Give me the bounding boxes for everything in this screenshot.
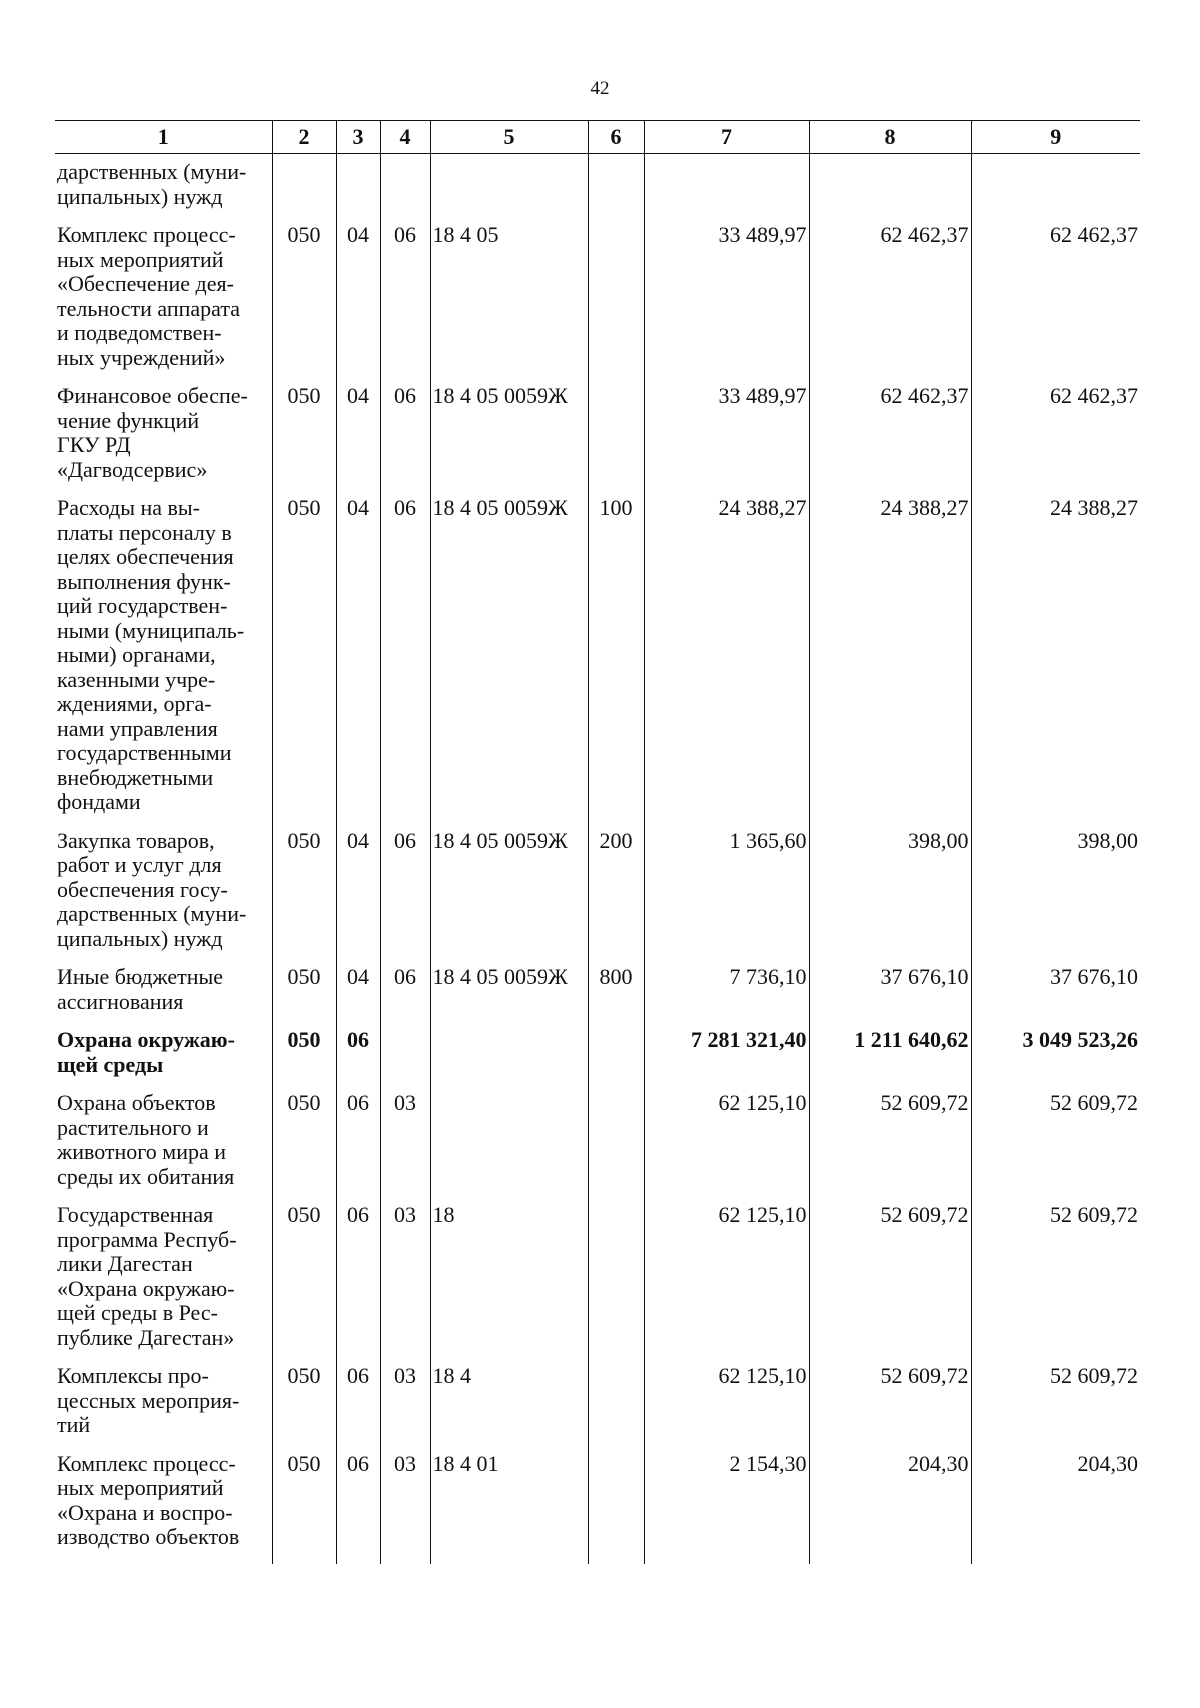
column-header: 8 (809, 121, 971, 154)
table-row (55, 384, 1140, 496)
cell-subsection: 03 (380, 1364, 430, 1452)
table-row (55, 829, 1140, 966)
cell-amount-col7: 62 125,10 (644, 1364, 809, 1452)
cell-subsection: 06 (380, 965, 430, 1028)
cell-section: 06 (336, 1203, 380, 1364)
cell-amount-col8: 24 388,27 (809, 496, 971, 829)
row-description: Государственная программа Респуб- лики Дагестан «Охрана окружаю- щей среды в Рес- публике Дагестан» (55, 1203, 272, 1364)
cell-amount-col9: 24 388,27 (971, 496, 1140, 829)
table-row (55, 1452, 1140, 1564)
cell-amount-col7: 7 736,10 (644, 965, 809, 1028)
cell-section: 04 (336, 384, 380, 496)
row-description: Иные бюджетные ассигнования (55, 965, 272, 1028)
cell-subsection: 03 (380, 1091, 430, 1203)
cell-amount-col9: 52 609,72 (971, 1203, 1140, 1364)
cell-amount-col7: 24 388,27 (644, 496, 809, 829)
column-header: 1 (55, 121, 272, 154)
cell-amount-col9: 62 462,37 (971, 384, 1140, 496)
cell-amount-col7: 33 489,97 (644, 384, 809, 496)
column-header: 6 (588, 121, 644, 154)
cell-amount-col9: 52 609,72 (971, 1091, 1140, 1203)
cell-amount-col8: 62 462,37 (809, 223, 971, 384)
table-row (55, 154, 1140, 224)
row-description: Комплекс процесс- ных мероприятий «Охрана и воспро- изводство объектов (55, 1452, 272, 1564)
cell-amount-col8: 204,30 (809, 1452, 971, 1564)
cell-amount-col9: 37 676,10 (971, 965, 1140, 1028)
cell-subsection (380, 154, 430, 224)
cell-expense-type (588, 1364, 644, 1452)
cell-target-article (430, 1091, 588, 1203)
cell-target-article: 18 4 01 (430, 1452, 588, 1564)
table-row (55, 1091, 1140, 1203)
cell-section: 04 (336, 965, 380, 1028)
row-description: Расходы на вы- платы персоналу в целях обеспечения выполнения функ- ций государствен- ными (муниципаль- ными) органами, казенными учре- ждениями, орга- нами управления государственными внебюджетными фондами (55, 496, 272, 829)
cell-amount-col8: 52 609,72 (809, 1091, 971, 1203)
cell-expense-type (588, 1452, 644, 1564)
table-row (55, 1364, 1140, 1452)
row-description: дарственных (муни- ципальных) нужд (55, 154, 272, 224)
cell-section: 04 (336, 496, 380, 829)
cell-expense-type (588, 1203, 644, 1364)
cell-target-article: 18 4 05 0059Ж (430, 965, 588, 1028)
row-description: Закупка товаров, работ и услуг для обеспечения госу- дарственных (муни- ципальных) нужд (55, 829, 272, 966)
cell-amount-col7: 1 365,60 (644, 829, 809, 966)
cell-expense-type: 100 (588, 496, 644, 829)
cell-section: 04 (336, 829, 380, 966)
cell-amount-col9: 3 049 523,26 (971, 1028, 1140, 1091)
cell-amount-col8: 1 211 640,62 (809, 1028, 971, 1091)
cell-amount-col7: 62 125,10 (644, 1203, 809, 1364)
cell-section: 06 (336, 1452, 380, 1564)
page-number: 42 (590, 78, 610, 99)
cell-amount-col8: 52 609,72 (809, 1364, 971, 1452)
row-description: Комплексы про- цессных мероприя- тий (55, 1364, 272, 1452)
cell-target-article: 18 4 05 0059Ж (430, 829, 588, 966)
column-header: 2 (272, 121, 336, 154)
cell-expense-type: 800 (588, 965, 644, 1028)
row-description: Охрана окружаю- щей среды (55, 1028, 272, 1091)
cell-expense-type (588, 1028, 644, 1091)
cell-section: 04 (336, 223, 380, 384)
cell-expense-type (588, 223, 644, 384)
column-header: 9 (971, 121, 1140, 154)
cell-amount-col9: 398,00 (971, 829, 1140, 966)
cell-subsection (380, 1028, 430, 1091)
table-row (55, 1028, 1140, 1091)
cell-target-article (430, 1028, 588, 1091)
column-header: 7 (644, 121, 809, 154)
row-description: Комплекс процесс- ных мероприятий «Обеспечение дея- тельности аппарата и подведомствен- ных учреждений» (55, 223, 272, 384)
cell-target-article: 18 4 05 0059Ж (430, 384, 588, 496)
budget-table (55, 120, 1140, 1564)
cell-ministry-code (272, 154, 336, 224)
table-row (55, 496, 1140, 829)
cell-amount-col9: 52 609,72 (971, 1364, 1140, 1452)
cell-target-article: 18 4 05 (430, 223, 588, 384)
cell-ministry-code: 050 (272, 496, 336, 829)
cell-ministry-code: 050 (272, 1364, 336, 1452)
column-header: 5 (430, 121, 588, 154)
table-header-row (55, 121, 1140, 154)
cell-section: 06 (336, 1091, 380, 1203)
cell-ministry-code: 050 (272, 965, 336, 1028)
table-row (55, 1203, 1140, 1364)
column-header: 4 (380, 121, 430, 154)
cell-subsection: 06 (380, 223, 430, 384)
cell-section: 06 (336, 1364, 380, 1452)
cell-ministry-code: 050 (272, 384, 336, 496)
cell-amount-col8: 398,00 (809, 829, 971, 966)
cell-amount-col7 (644, 154, 809, 224)
cell-expense-type (588, 1091, 644, 1203)
cell-ministry-code: 050 (272, 223, 336, 384)
cell-amount-col7: 62 125,10 (644, 1091, 809, 1203)
cell-ministry-code: 050 (272, 1452, 336, 1564)
row-description: Охрана объектов растительного и животного мира и среды их обитания (55, 1091, 272, 1203)
cell-subsection: 03 (380, 1452, 430, 1564)
cell-amount-col8: 62 462,37 (809, 384, 971, 496)
cell-subsection: 06 (380, 496, 430, 829)
cell-amount-col9: 62 462,37 (971, 223, 1140, 384)
cell-section: 06 (336, 1028, 380, 1091)
cell-subsection: 06 (380, 829, 430, 966)
cell-ministry-code: 050 (272, 1028, 336, 1091)
column-header: 3 (336, 121, 380, 154)
cell-subsection: 03 (380, 1203, 430, 1364)
cell-amount-col9 (971, 154, 1140, 224)
cell-ministry-code: 050 (272, 1091, 336, 1203)
cell-subsection: 06 (380, 384, 430, 496)
table-row (55, 965, 1140, 1028)
cell-amount-col8: 52 609,72 (809, 1203, 971, 1364)
cell-amount-col8 (809, 154, 971, 224)
cell-target-article: 18 (430, 1203, 588, 1364)
cell-expense-type (588, 384, 644, 496)
cell-amount-col7: 2 154,30 (644, 1452, 809, 1564)
cell-expense-type (588, 154, 644, 224)
table-row (55, 223, 1140, 384)
row-description: Финансовое обеспе- чение функций ГКУ РД «Дагводсервис» (55, 384, 272, 496)
cell-amount-col7: 33 489,97 (644, 223, 809, 384)
cell-section (336, 154, 380, 224)
cell-target-article (430, 154, 588, 224)
cell-amount-col9: 204,30 (971, 1452, 1140, 1564)
cell-target-article: 18 4 (430, 1364, 588, 1452)
cell-target-article: 18 4 05 0059Ж (430, 496, 588, 829)
cell-ministry-code: 050 (272, 1203, 336, 1364)
cell-expense-type: 200 (588, 829, 644, 966)
cell-ministry-code: 050 (272, 829, 336, 966)
cell-amount-col7: 7 281 321,40 (644, 1028, 809, 1091)
cell-amount-col8: 37 676,10 (809, 965, 971, 1028)
